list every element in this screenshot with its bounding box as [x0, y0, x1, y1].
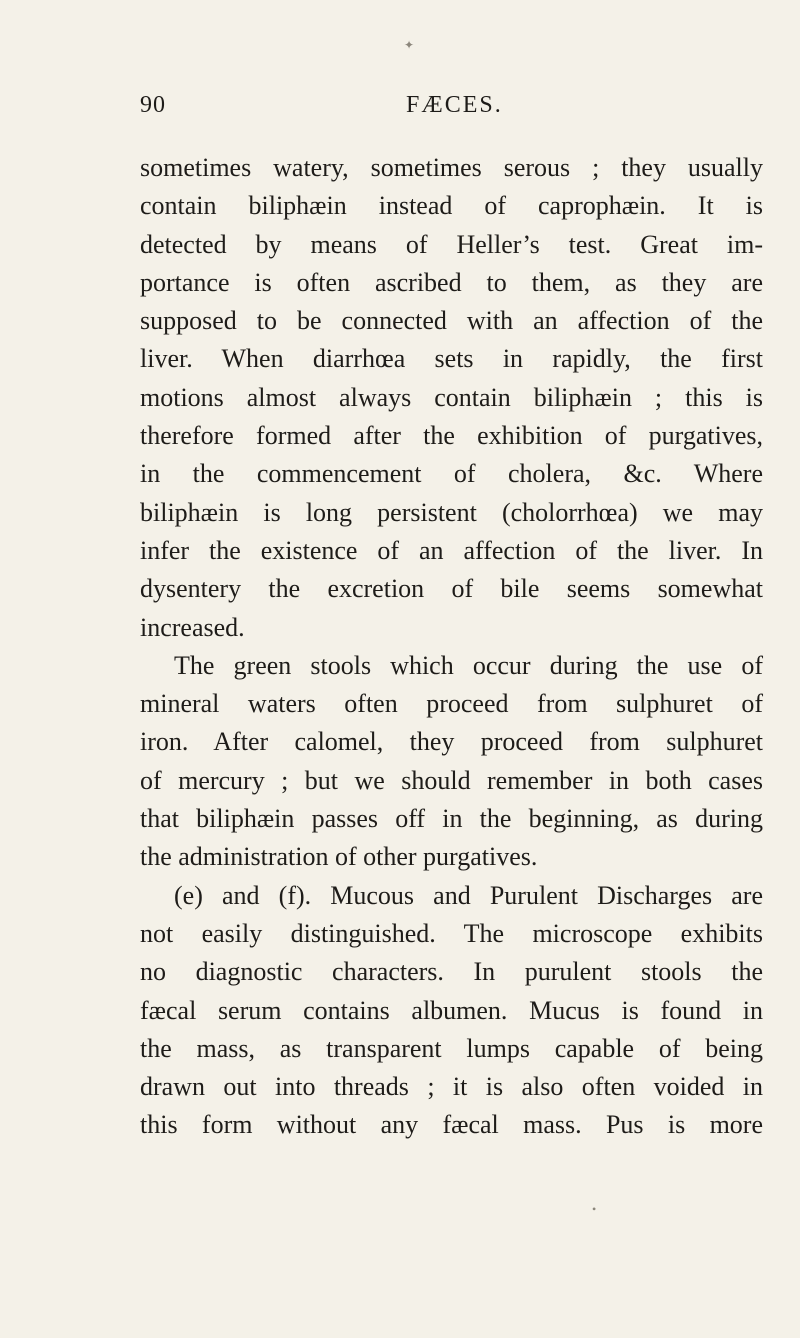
text-line: contain biliphæin instead of caprophæin. It is	[140, 191, 763, 221]
text-line: biliphæin is long persistent (cholorrhœa) we may	[140, 497, 763, 527]
page-header	[140, 92, 660, 132]
text-line: fæcal serum contains albumen. Mucus is found in	[140, 995, 763, 1025]
text-line: of mercury ; but we should remember in both cases	[140, 765, 763, 795]
text-line: infer the existence of an affection of the liver. In	[140, 535, 763, 565]
print-speck: ✦	[404, 38, 415, 52]
text-line: portance is often ascribed to them, as they are	[140, 267, 763, 297]
text-line: in the commencement of cholera, &c. Where	[140, 459, 763, 489]
text-line: sometimes watery, sometimes serous ; they usually	[140, 153, 763, 182]
print-speck: •	[592, 1202, 597, 1216]
text-line: this form without any fæcal mass. Pus is more	[140, 1110, 763, 1140]
text-line: liver. When diarrhœa sets in rapidly, the first	[140, 344, 763, 374]
running-head: FÆCES.	[406, 92, 503, 118]
text-line: iron. After calomel, they proceed from sulphuret	[140, 727, 763, 757]
text-line: that biliphæin passes off in the beginning, as during	[140, 804, 763, 834]
text-line: therefore formed after the exhibition of purgatives,	[140, 421, 763, 451]
paragraph-start-line: (e) and (f). Mucous and Purulent Discharges are	[174, 880, 763, 910]
text-line: the mass, as transparent lumps capable of being	[140, 1033, 763, 1063]
text-line: mineral waters often proceed from sulphuret of	[140, 689, 763, 719]
body-text	[140, 149, 763, 1145]
text-line: detected by means of Heller’s test. Great im-	[140, 229, 763, 259]
text-line: the administration of other purgatives.	[140, 842, 538, 872]
text-line: supposed to be connected with an affection of the	[140, 306, 763, 336]
text-line: motions almost always contain biliphæin ; this is	[140, 382, 763, 412]
page-number: 90	[140, 92, 166, 118]
text-line: increased.	[140, 612, 245, 642]
text-line: drawn out into threads ; it is also often voided in	[140, 1072, 763, 1102]
text-line: dysentery the excretion of bile seems somewhat	[140, 574, 763, 604]
paragraph-start-line: The green stools which occur during the use of	[174, 650, 763, 680]
text-line: not easily distinguished. The microscope exhibits	[140, 918, 763, 948]
text-line: no diagnostic characters. In purulent stools the	[140, 957, 763, 987]
